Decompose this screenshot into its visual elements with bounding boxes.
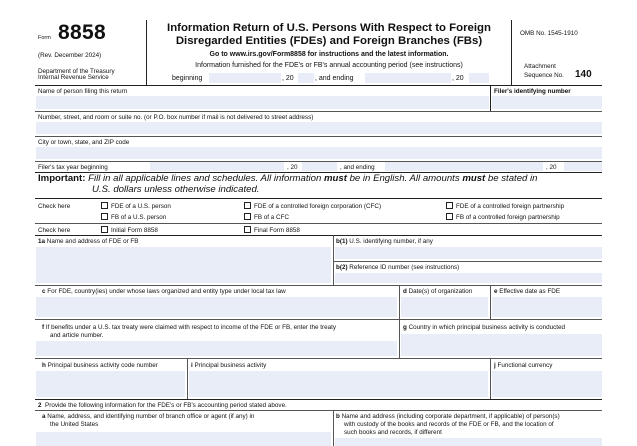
line-d-label: Date(s) of organization bbox=[408, 288, 473, 295]
divider-i-j bbox=[490, 358, 491, 399]
line-b2-number: b(2) bbox=[336, 264, 348, 271]
rule-6 bbox=[35, 223, 602, 224]
line-b1-label: U.S. identifying number, if any bbox=[349, 238, 433, 245]
divider-f-g bbox=[399, 319, 400, 358]
tax-year-label: Filer's tax year beginning bbox=[38, 164, 108, 171]
line-g-number: g bbox=[403, 324, 407, 331]
important-must-1: must bbox=[324, 173, 347, 184]
check-here-label-1: Check here bbox=[38, 203, 71, 210]
check-here-label-2: Check here bbox=[38, 227, 71, 234]
line-g-label: Country in which principal business activity is conducted bbox=[408, 324, 566, 331]
fde-partnership-label: FDE of a controlled foreign partnership bbox=[456, 203, 565, 210]
rule-8 bbox=[35, 285, 602, 286]
line-e bbox=[494, 288, 560, 296]
line-2a bbox=[42, 413, 254, 421]
period-begin-year-input[interactable] bbox=[298, 73, 314, 83]
period-line: Information furnished for the FDE's or FB's annual accounting period (see instructions) bbox=[195, 62, 463, 69]
sequence-number: 140 bbox=[575, 69, 592, 80]
final-form-checkbox[interactable] bbox=[244, 226, 251, 233]
line-b2 bbox=[336, 264, 459, 272]
line-f-label-1: If benefits under a U.S. tax treaty were claimed with respect to income of the FDE or FB, enter the treaty bbox=[45, 324, 336, 331]
activity-code-input[interactable] bbox=[36, 371, 185, 397]
rule-12 bbox=[35, 410, 602, 411]
tax-year-begin-year-label: , 20 bbox=[287, 164, 298, 171]
line-i-label: Principal business activity bbox=[194, 362, 267, 369]
omb-number: OMB No. 1545-1910 bbox=[520, 30, 578, 37]
period-end-input[interactable] bbox=[365, 73, 451, 83]
line-2b-label-1: Name and address (including corporate department, if applicable) of person(s) bbox=[341, 413, 560, 420]
divider-d-e bbox=[490, 285, 491, 319]
divider-1a-b bbox=[333, 235, 334, 285]
street-label: Number, street, and room or suite no. (or P.O. box number if mail is not delivered to street address) bbox=[38, 114, 314, 121]
line-i bbox=[191, 362, 266, 370]
line-i-number: i bbox=[191, 362, 193, 369]
line-1a bbox=[38, 238, 138, 246]
line-f-number: f bbox=[42, 324, 45, 331]
agency-line-2: Internal Revenue Service bbox=[38, 74, 109, 81]
line-2a-label-2: the United States bbox=[50, 421, 99, 428]
form-number: 8858 bbox=[58, 21, 106, 44]
fde-cfc-checkbox[interactable] bbox=[244, 202, 251, 209]
fb-partnership-label: FB of a controlled foreign partnership bbox=[456, 214, 560, 221]
divider-c-d bbox=[399, 285, 400, 319]
important-text-1: Fill in all applicable lines and schedules. All information bbox=[88, 173, 322, 184]
line-2b-number: b bbox=[336, 413, 340, 420]
us-id-number-input[interactable] bbox=[335, 247, 602, 259]
divider-h-i bbox=[187, 358, 188, 399]
fb-us-person-label: FB of a U.S. person bbox=[111, 214, 167, 221]
street-input[interactable] bbox=[36, 122, 602, 134]
functional-currency-input[interactable] bbox=[492, 371, 602, 397]
important-label: Important: bbox=[38, 173, 86, 184]
line-e-label: Effective date as FDE bbox=[499, 288, 561, 295]
line-2-number: 2 bbox=[38, 402, 42, 409]
line-1a-label: Name and address of FDE or FB bbox=[46, 238, 139, 245]
line-2b-label-2: with custody of the books and records of the FDE or FB, and the location of bbox=[344, 421, 554, 428]
line-c bbox=[42, 288, 286, 296]
filer-id-label: Filer's identifying number bbox=[494, 88, 571, 95]
form-word: Form bbox=[38, 35, 51, 41]
rule-11 bbox=[35, 399, 602, 400]
important-text-2: be in English. All amounts bbox=[349, 173, 460, 184]
filer-id-input[interactable] bbox=[492, 96, 602, 109]
city-label: City or town, state, and ZIP code bbox=[38, 139, 130, 146]
line-d-number: d bbox=[403, 288, 407, 295]
line-2-label: Provide the following information for the FDE's or FB's accounting period stated above. bbox=[45, 402, 287, 409]
important-notice bbox=[38, 174, 602, 185]
important-text-4: U.S. dollars unless otherwise indicated. bbox=[92, 184, 260, 195]
line-2b bbox=[336, 413, 560, 421]
books-records-input[interactable] bbox=[335, 438, 602, 446]
line-g bbox=[403, 324, 565, 332]
important-must-2: must bbox=[462, 173, 486, 184]
filer-id-divider bbox=[490, 85, 491, 111]
line-h-label: Principal business activity code number bbox=[47, 362, 158, 369]
line-f bbox=[42, 324, 336, 332]
line-1a-number: 1a bbox=[38, 238, 46, 245]
fde-name-address-input[interactable] bbox=[36, 247, 331, 283]
line-j-number: j bbox=[494, 362, 496, 369]
branch-agent-input[interactable] bbox=[36, 432, 331, 446]
fde-us-person-label: FDE of a U.S. person bbox=[111, 203, 171, 210]
fb-cfc-label: FB of a CFC bbox=[254, 214, 289, 221]
title-line-1: Information Return of U.S. Persons With Respect to Foreign bbox=[167, 22, 491, 34]
treaty-article-input[interactable] bbox=[36, 341, 397, 356]
city-input[interactable] bbox=[36, 147, 602, 159]
fb-partnership-checkbox[interactable] bbox=[446, 213, 453, 220]
important-text-3: be stated in bbox=[487, 173, 538, 184]
fb-cfc-checkbox[interactable] bbox=[244, 213, 251, 220]
rule-b1-b2 bbox=[333, 261, 602, 262]
reference-id-input[interactable] bbox=[335, 273, 602, 283]
rule-1 bbox=[35, 111, 602, 112]
fde-partnership-checkbox[interactable] bbox=[446, 202, 453, 209]
filer-name-label: Name of person filing this return bbox=[38, 88, 128, 95]
line-2a-label-1: Name, address, and identifying number of branch office or agent (if any) in bbox=[47, 413, 255, 420]
agency-line-1: Department of the Treasury bbox=[38, 68, 115, 75]
tax-year-end-year-label: , 20 bbox=[546, 164, 557, 171]
attachment-label: Attachment bbox=[524, 63, 556, 70]
sequence-label: Sequence No. bbox=[524, 72, 564, 79]
header-bottom-rule bbox=[35, 85, 602, 86]
header-divider-left bbox=[146, 20, 147, 85]
line-2b-label-3: such books and records, if different bbox=[344, 429, 442, 436]
rule-9 bbox=[35, 319, 602, 320]
line-h-number: h bbox=[42, 362, 46, 369]
line-j-label: Functional currency bbox=[497, 362, 553, 369]
rule-10 bbox=[35, 358, 602, 359]
and-ending-label: , and ending bbox=[315, 75, 354, 82]
tax-year-end-year-input[interactable] bbox=[564, 162, 602, 171]
line-c-number: c bbox=[42, 288, 46, 295]
tax-year-begin-year-input[interactable] bbox=[302, 162, 337, 171]
line-h bbox=[42, 362, 158, 370]
header-divider-right bbox=[511, 20, 512, 85]
rule-2 bbox=[35, 136, 602, 137]
effective-date-input[interactable] bbox=[492, 297, 602, 317]
line-j bbox=[494, 362, 552, 370]
line-c-label: For FDE, country(ies) under whose laws organized and entity type under local tax law bbox=[47, 288, 286, 295]
instructions-line: Go to www.irs.gov/Form8858 for instructions and the latest information. bbox=[209, 51, 449, 58]
final-form-label: Final Form 8858 bbox=[254, 227, 300, 234]
line-b1 bbox=[336, 238, 433, 246]
line-2 bbox=[38, 402, 287, 410]
period-begin-input[interactable] bbox=[209, 73, 281, 83]
tax-year-end-input[interactable] bbox=[385, 162, 543, 171]
country-entity-type-input[interactable] bbox=[36, 297, 397, 317]
tax-year-and-ending-label: , and ending bbox=[340, 164, 375, 171]
revision-date: (Rev. December 2024) bbox=[38, 52, 102, 59]
initial-form-label: Initial Form 8858 bbox=[111, 227, 158, 234]
line-2a-number: a bbox=[42, 413, 46, 420]
period-end-year-label: , 20 bbox=[452, 75, 464, 82]
filer-name-input[interactable] bbox=[36, 96, 489, 109]
beginning-label: beginning bbox=[172, 75, 203, 82]
fde-us-person-checkbox[interactable] bbox=[101, 202, 108, 209]
fb-us-person-checkbox[interactable] bbox=[101, 213, 108, 220]
line-b2-label: Reference ID number (see instructions) bbox=[349, 264, 460, 271]
line-b1-number: b(1) bbox=[336, 238, 348, 245]
initial-form-checkbox[interactable] bbox=[101, 226, 108, 233]
line-f-label-2: and article number. bbox=[50, 332, 104, 339]
divider-2a-2b bbox=[333, 410, 334, 446]
fde-cfc-label: FDE of a controlled foreign corporation (CFC) bbox=[254, 203, 382, 210]
line-d bbox=[403, 288, 472, 296]
business-country-input[interactable] bbox=[401, 334, 602, 356]
business-activity-input[interactable] bbox=[189, 371, 488, 397]
rule-5 bbox=[35, 198, 602, 199]
tax-year-begin-input[interactable] bbox=[150, 162, 284, 171]
period-end-year-input[interactable] bbox=[469, 73, 489, 83]
line-e-number: e bbox=[494, 288, 498, 295]
organization-date-input[interactable] bbox=[401, 297, 488, 317]
rule-7 bbox=[35, 235, 602, 236]
title-line-2: Disregarded Entities (FDEs) and Foreign Branches (FBs) bbox=[175, 35, 483, 47]
period-begin-year-label: , 20 bbox=[282, 75, 294, 82]
